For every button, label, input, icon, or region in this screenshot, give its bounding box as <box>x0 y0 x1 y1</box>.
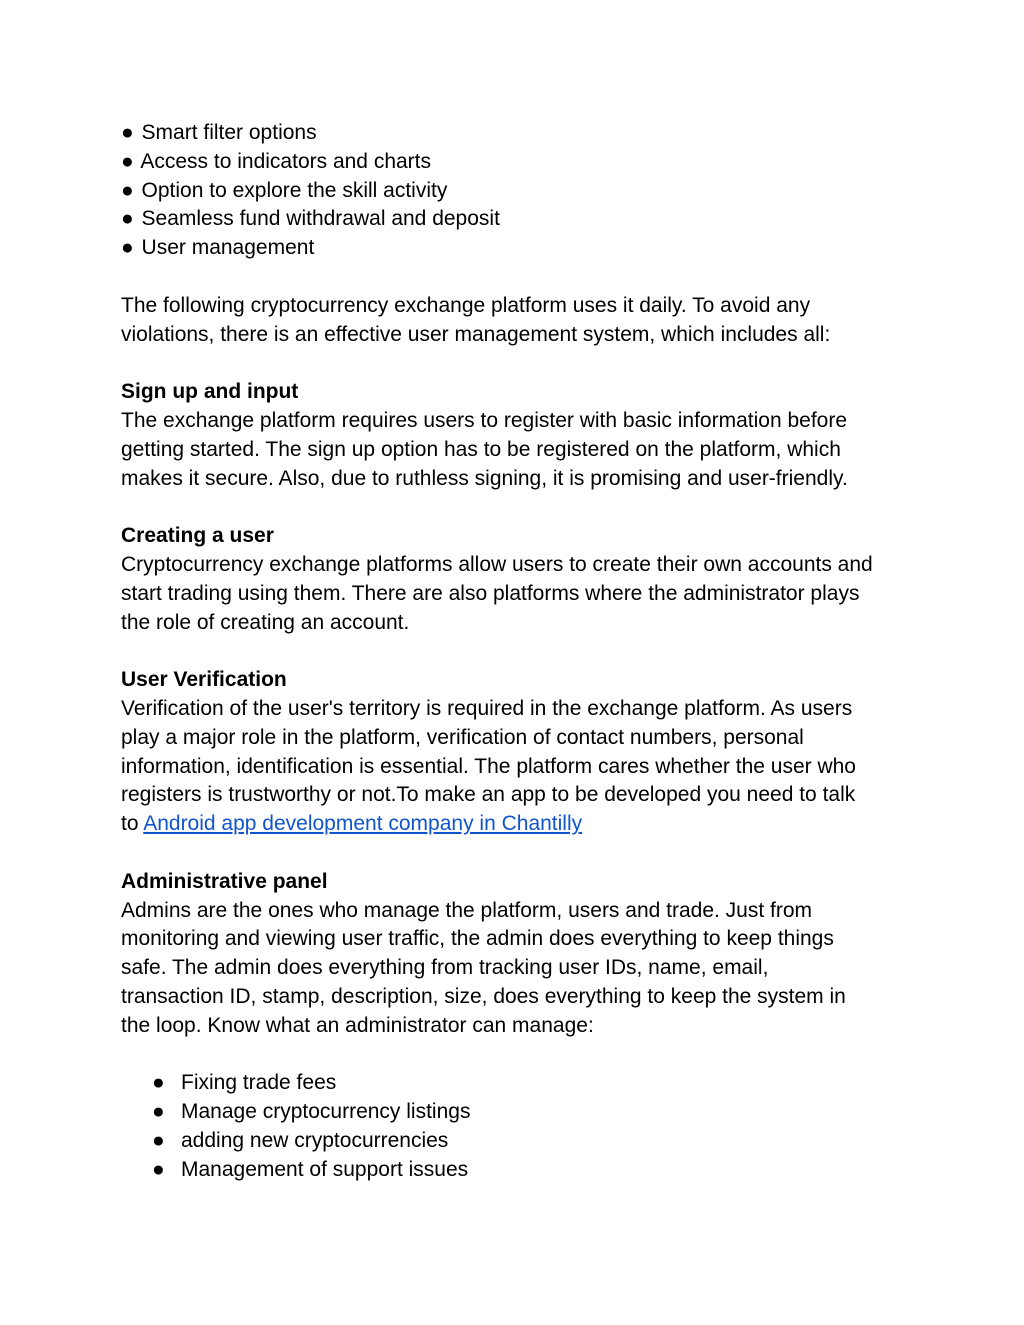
section-heading: User Verification <box>121 668 287 692</box>
section-user-verification: User Verification Verification of the user's territory is required in the exchange platform. As users play a major role in the platform, verification of contact numbers, personal information, identification is essential. The platform cares whether the user who registers is trustworthy or not.To make an app to be developed you need to talk to Android app development company in Chantilly <box>121 666 921 839</box>
list-item: ● User management <box>121 236 315 260</box>
paragraph-spacer <box>121 493 921 522</box>
paragraph-spacer <box>121 839 921 868</box>
paragraph-spacer <box>121 1041 921 1070</box>
bullet-icon: ● <box>121 149 134 173</box>
feature-bullet-list <box>121 119 921 263</box>
section-creating-user: Creating a user Cryptocurrency exchange platforms allow users to create their own accounts and start trading using them. There are also platforms where the administrator plays the role of creating an account. <box>121 522 921 637</box>
section-signup: Sign up and input The exchange platform requires users to register with basic information before getting started. The sign up option has to be registered on the platform, which makes it secure. Also, due to ruthless signing, it is promising and user-friendly. <box>121 378 921 493</box>
section-administrative-panel: Administrative panel Admins are the ones who manage the platform, users and trade. Just from monitoring and viewing user traffic, the admin does everything to keep things safe. The admin does everything from tracking user IDs, name, email, transaction ID, stamp, description, size, does everything to keep the system in the loop. Know what an administrator can manage: <box>121 868 921 1041</box>
list-item: ● adding new cryptocurrencies <box>152 1127 921 1156</box>
paragraph-spacer <box>121 637 921 666</box>
list-item: ● Manage cryptocurrency listings <box>152 1098 921 1127</box>
bullet-icon: ● <box>121 121 134 144</box>
section-heading: Administrative panel <box>121 869 328 893</box>
document-page <box>121 119 921 1184</box>
list-item: ● Seamless fund withdrawal and deposit <box>121 207 500 231</box>
paragraph-spacer <box>121 349 921 378</box>
section-heading: Sign up and input <box>121 380 299 404</box>
admin-bullet-list <box>121 1069 921 1184</box>
bullet-icon: ● <box>121 178 134 202</box>
paragraph-spacer <box>121 263 921 292</box>
list-item: ● Option to explore the skill activity <box>121 178 448 202</box>
section-heading: Creating a user <box>121 524 274 548</box>
android-app-development-link[interactable]: Android app development company in Chantilly <box>143 812 583 836</box>
bullet-icon: ● <box>152 1157 165 1181</box>
bullet-icon: ● <box>152 1128 165 1152</box>
bullet-icon: ● <box>152 1100 165 1124</box>
bullet-icon: ● <box>121 207 134 231</box>
list-item: ● Smart filter options <box>121 121 317 144</box>
list-item: ● Management of support issues <box>152 1156 921 1185</box>
bullet-icon: ● <box>121 236 134 260</box>
list-item: ● Access to indicators and charts <box>121 149 432 173</box>
intro-paragraph: The following cryptocurrency exchange platform uses it daily. To avoid any violations, there is an effective user management system, which includes all: <box>121 293 831 346</box>
list-item: ● Fixing trade fees <box>152 1069 921 1098</box>
bullet-icon: ● <box>152 1071 165 1095</box>
